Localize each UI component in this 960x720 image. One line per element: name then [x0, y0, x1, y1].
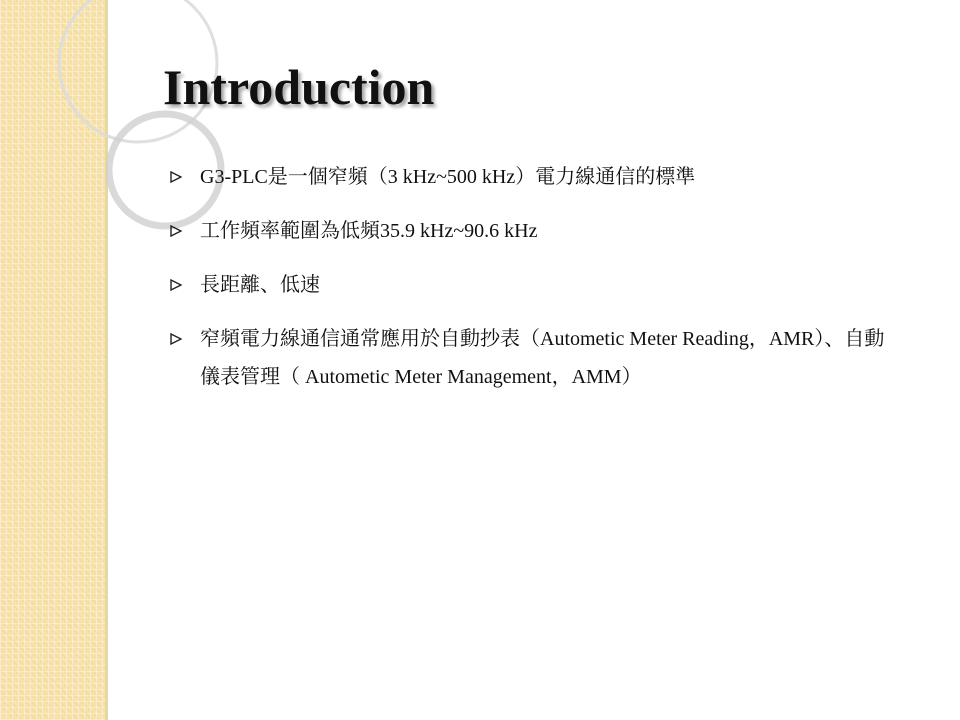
bullet-item — [170, 320, 890, 396]
slide-title: Introduction — [163, 59, 435, 115]
bullet-text: 工作頻率範圍為低頻35.9 kHz~90.6 kHz — [200, 220, 538, 242]
bullet-item — [170, 212, 890, 250]
bullet-list — [170, 158, 890, 412]
bullet-item — [170, 158, 890, 196]
arrow-bullet-icon — [170, 225, 182, 237]
arrow-bullet-icon — [170, 333, 182, 345]
bullet-text: 長距離、低速 — [200, 274, 320, 296]
bullet-text: 窄頻電力線通信通常應用於自動抄表（Autometic Meter Reading，AMR）、自動儀表管理（ Autometic Meter Management，AMM） — [200, 328, 885, 388]
sidebar-edge — [105, 0, 108, 720]
arrow-bullet-icon — [170, 171, 182, 183]
bullet-item — [170, 266, 890, 304]
arrow-bullet-icon — [170, 279, 182, 291]
decorative-sidebar — [0, 0, 105, 720]
bullet-text: G3-PLC是一個窄頻（3 kHz~500 kHz）電力線通信的標準 — [200, 166, 696, 188]
